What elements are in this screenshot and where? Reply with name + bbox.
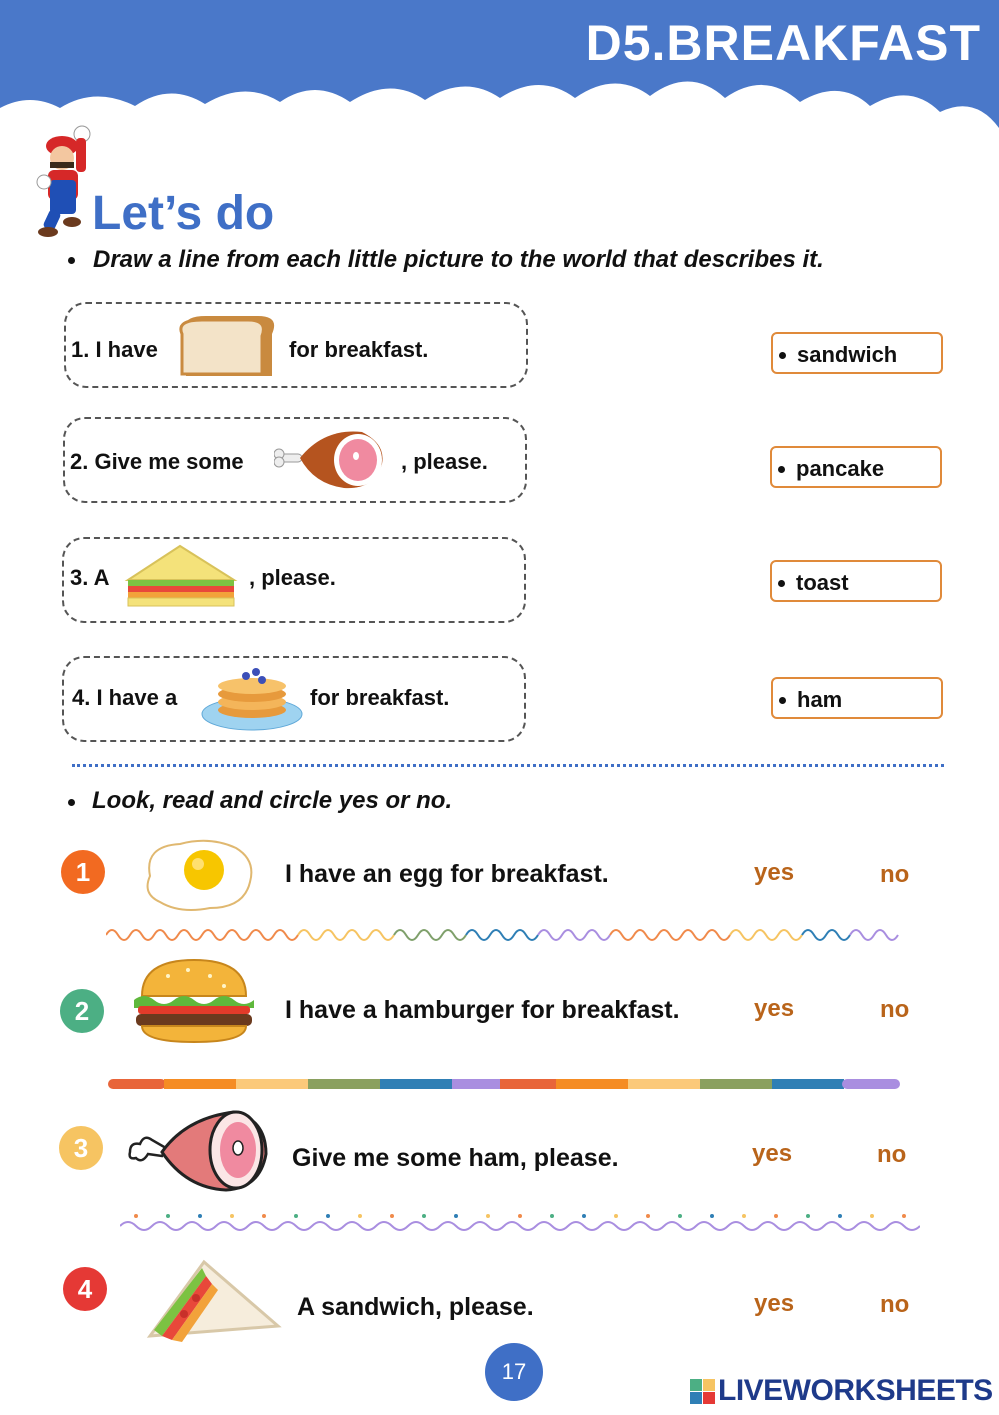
decorative-divider-1 [106,924,906,946]
word-box-pancake[interactable] [770,446,942,488]
item-text-4: A sandwich, please. [297,1293,534,1321]
sentence-4-end: for breakfast. [310,685,450,710]
sandwich-icon [144,1256,282,1346]
word-dot [779,697,786,704]
liveworksheets-logo: LIVEWORKSHEETS [718,1374,993,1407]
sentence-3-end: , please. [249,565,336,590]
word-label: ham [797,687,843,712]
item-text-3: Give me some ham, please. [292,1144,619,1172]
word-box-toast[interactable] [770,560,942,602]
item-number-3: 3 [59,1126,103,1170]
page-number: 17 [485,1343,543,1401]
no-option-2[interactable]: no [880,996,910,1023]
yes-option-3[interactable]: yes [752,1140,793,1167]
decorative-divider-2 [108,1078,900,1090]
sentence-1-end: for breakfast. [289,337,429,362]
sentence-4-start: 4. I have a [72,685,178,710]
toast-icon [176,312,280,380]
section-divider [72,764,944,767]
yes-option-1[interactable]: yes [754,859,795,886]
sentence-2-start: 2. Give me some [70,449,244,474]
yes-option-2[interactable]: yes [754,995,795,1022]
no-option-3[interactable]: no [877,1141,907,1168]
instruction-text: Draw a line from each little picture to the world that describes it. [93,246,824,273]
no-option-1[interactable]: no [880,861,910,888]
word-label: toast [796,570,849,595]
item-number-2: 2 [60,989,104,1033]
yes-option-4[interactable]: yes [754,1290,795,1317]
instruction-text-2: Look, read and circle yes or no. [92,787,453,814]
ham-icon [274,424,392,494]
liveworksheets-logo-icon [690,1379,716,1405]
item-text-2: I have a hamburger for breakfast. [285,996,680,1024]
word-dot [778,466,785,473]
no-option-4[interactable]: no [880,1291,910,1318]
sentence-2-end: , please. [401,449,488,474]
word-box-sandwich[interactable] [771,332,943,374]
word-dot [779,352,786,359]
page-title: D5.BREAKFAST [585,15,981,71]
item-text-1: I have an egg for breakfast. [285,860,609,888]
mascot-icon [36,122,94,238]
word-dot [778,580,785,587]
sentence-3-start: 3. A [70,565,110,590]
word-box-ham[interactable] [771,677,943,719]
bullet-icon [68,799,75,806]
ham-icon [126,1102,274,1194]
pancake-icon [200,664,304,732]
section-heading: Let’s do [92,187,275,240]
word-label: pancake [796,456,885,481]
item-number-1: 1 [61,850,105,894]
fried-egg-icon [140,836,258,914]
word-label: sandwich [797,342,898,367]
decorative-divider-3 [120,1212,920,1232]
sandwich-icon [124,540,238,612]
item-number-4: 4 [63,1267,107,1311]
bullet-icon [68,257,75,264]
sentence-1-start: 1. I have [71,337,158,362]
hamburger-icon [128,956,260,1046]
